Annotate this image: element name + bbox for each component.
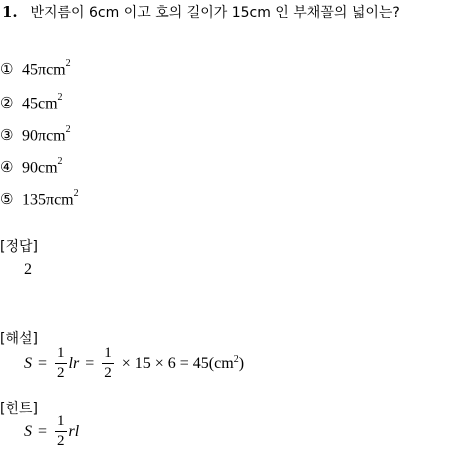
option-exponent: 2 — [57, 92, 63, 103]
option-unit: cm — [38, 95, 58, 113]
option-unit: cm — [38, 159, 58, 177]
fraction — [102, 346, 114, 381]
option-2[interactable] — [0, 94, 63, 113]
explanation-label: [해설] — [0, 331, 38, 347]
formula-equals: = — [38, 422, 48, 440]
option-3[interactable] — [0, 126, 71, 145]
question — [2, 2, 400, 22]
formula-term: lr — [68, 354, 80, 372]
fraction — [55, 414, 67, 449]
option-4[interactable] — [0, 158, 63, 177]
explanation-formula — [24, 346, 244, 381]
option-mark: ⑤ — [0, 190, 14, 209]
fraction — [55, 346, 67, 381]
formula-equals: = — [38, 354, 48, 372]
option-unit: cm — [46, 61, 66, 79]
fraction-numerator: 1 — [55, 414, 67, 432]
hint-label: [힌트] — [0, 401, 38, 417]
formula-exponent: 2 — [233, 354, 239, 365]
fraction-denominator: 2 — [57, 433, 65, 449]
option-value: 90 — [22, 159, 38, 177]
formula-close: ) — [238, 354, 245, 372]
answer-label: [정답] — [0, 239, 38, 255]
option-unit: cm — [46, 127, 66, 145]
option-exponent: 2 — [65, 124, 71, 135]
option-mark: ③ — [0, 126, 14, 145]
option-exponent: 2 — [65, 58, 71, 69]
option-value: 45 — [22, 95, 38, 113]
option-1[interactable] — [0, 60, 71, 79]
option-mark: ② — [0, 94, 14, 113]
option-exponent: 2 — [73, 188, 79, 199]
fraction-denominator: 2 — [104, 365, 112, 381]
option-value: 135π — [22, 191, 55, 209]
formula-var: S — [24, 422, 32, 440]
question-text: 반지름이 6cm 이고 호의 길이가 15cm 인 부채꼴의 넓이는? — [30, 5, 400, 21]
formula-var: S — [24, 354, 32, 372]
formula-term: rl — [68, 422, 80, 440]
hint-formula — [24, 414, 79, 449]
option-5[interactable] — [0, 190, 79, 209]
option-value: 90π — [22, 127, 47, 145]
fraction-numerator: 1 — [102, 346, 114, 364]
option-mark: ① — [0, 60, 14, 79]
formula-equals: = — [85, 354, 95, 372]
question-number: 1. — [2, 3, 18, 21]
option-exponent: 2 — [57, 156, 63, 167]
option-value: 45π — [22, 61, 47, 79]
option-mark: ④ — [0, 158, 14, 177]
formula-rest: × 15 × 6 = 45(cm — [121, 354, 234, 372]
answer-value: 2 — [24, 261, 32, 278]
fraction-numerator: 1 — [55, 346, 67, 364]
option-unit: cm — [54, 191, 74, 209]
fraction-denominator: 2 — [57, 365, 65, 381]
